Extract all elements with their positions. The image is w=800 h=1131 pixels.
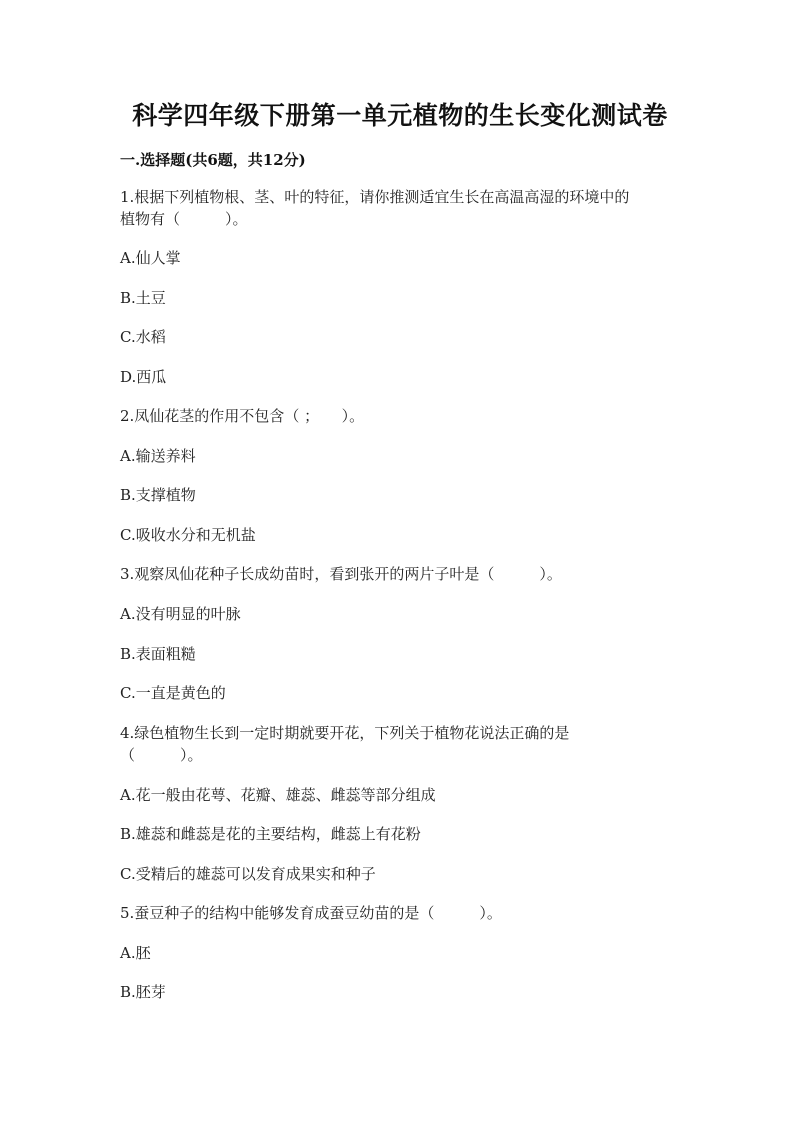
question-2-stem: 2.凤仙花茎的作用不包含（ ； ）。 xyxy=(120,407,365,425)
question-5-stem: 5.蚕豆种子的结构中能够发育成蚕豆幼苗的是（ ）。 xyxy=(120,904,502,922)
question-3-stem: 3.观察凤仙花种子长成幼苗时，看到张开的两片子叶是（ ）。 xyxy=(120,565,562,583)
question-4-option-a: A.花一般由花萼、花瓣、雄蕊、雌蕊等部分组成 xyxy=(120,786,436,804)
page-title: 科学四年级下册第一单元植物的生长变化测试卷 xyxy=(132,101,668,130)
question-5-option-a: A.胚 xyxy=(120,944,151,962)
question-1-stem-line-1: 1.根据下列植物根、茎、叶的特征，请你推测适宜生长在高温高湿的环境中的 xyxy=(120,188,630,206)
question-1-option-d: D.西瓜 xyxy=(120,368,167,386)
question-2-option-c: C.吸收水分和无机盐 xyxy=(120,526,256,544)
question-3-option-b: B.表面粗糙 xyxy=(120,645,196,663)
question-1-option-b: B.土豆 xyxy=(120,289,166,307)
question-4-option-b: B.雄蕊和雌蕊是花的主要结构，雌蕊上有花粉 xyxy=(120,825,421,843)
question-1-stem-line-2: 植物有（ ）。 xyxy=(120,210,248,228)
question-3-option-c: C.一直是黄色的 xyxy=(120,684,226,702)
question-5-option-b: B.胚芽 xyxy=(120,983,166,1001)
question-2-option-a: A.输送养料 xyxy=(120,447,196,465)
question-4-stem-line-2: （ ）。 xyxy=(120,746,203,764)
question-3-option-a: A.没有明显的叶脉 xyxy=(120,605,241,623)
question-2-option-b: B.支撑植物 xyxy=(120,486,196,504)
question-1-option-c: C.水稻 xyxy=(120,328,166,346)
question-4-stem-line-1: 4.绿色植物生长到一定时期就要开花，下列关于植物花说法正确的是 xyxy=(120,724,570,742)
question-1-option-a: A.仙人掌 xyxy=(120,249,181,267)
question-4-option-c: C.受精后的雄蕊可以发育成果实和种子 xyxy=(120,865,376,883)
section-heading: 一.选择题(共6题，共12分) xyxy=(120,151,306,169)
